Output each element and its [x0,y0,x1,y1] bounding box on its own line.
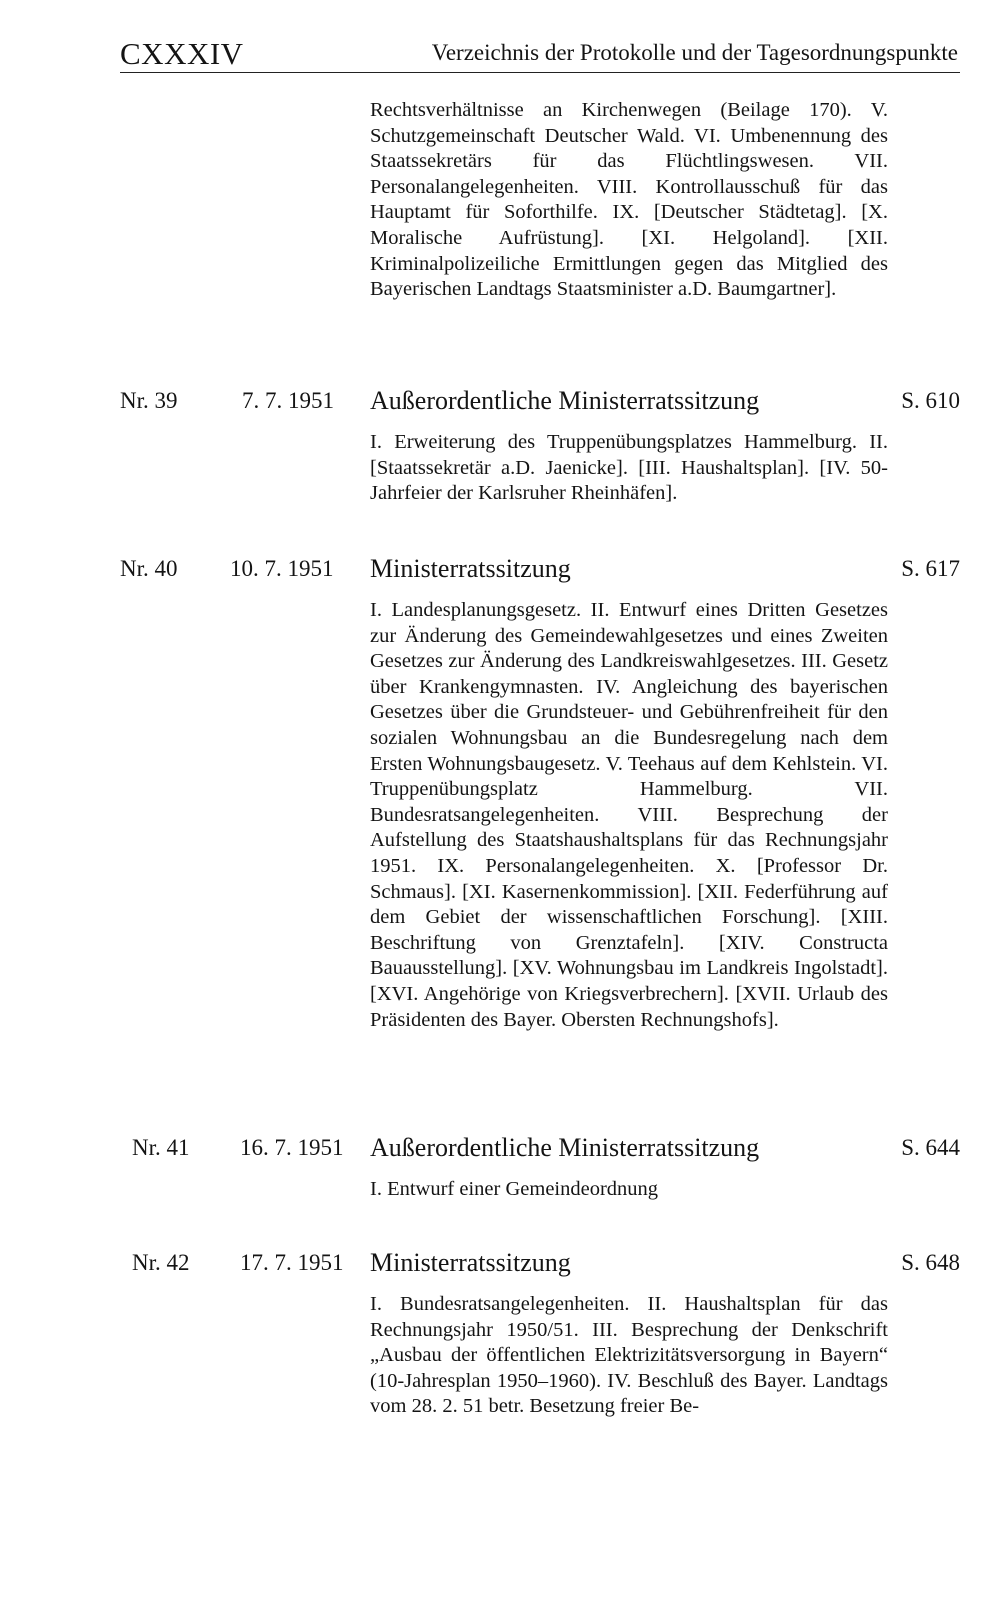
page-number-roman: CXXXIV [120,36,244,71]
protocol-entry-39 [120,388,960,507]
entry-agenda: I. Erweiterung des Truppenübungsplatzes Hammelburg. II. [Staatssekretär a.D. Jaenicke]. [III. Haushaltsplan]. [IV. 50-Jahrfeier der Karlsruher Rheinhäfen]. [370,431,888,505]
entry-page-ref: S. 617 [901,556,960,581]
entry-date: 17. 7. 1951 [240,1250,344,1275]
entry-date: 10. 7. 1951 [230,556,334,581]
entry-page-ref: S. 644 [901,1135,960,1160]
entry-date: 7. 7. 1951 [242,388,334,413]
entry-agenda: I. Bundesratsangelegenheiten. II. Haushaltsplan für das Rechnungsjahr 1950/51. III. Besprechung der Denkschrift „Ausbau der öffentlichen Elektrizitätsversorgung in Bayern“ (10-Jahresplan 1950–1960). IV. Beschluß des Bayer. Landtags vom 28. 2. 51 betr. Besetzung freier Be- [370,1293,888,1418]
entry-number: Nr. 39 [120,388,178,413]
entry-title: Ministerratssitzung [370,554,571,583]
running-head [120,28,960,73]
entry-title: Außerordentliche Ministerratssitzung [370,386,760,415]
entry-agenda: I. Entwurf einer Gemeindeordnung [370,1178,659,1200]
entry-date: 16. 7. 1951 [240,1135,344,1160]
entry-page-ref: S. 648 [901,1250,960,1275]
protocol-entry-41 [120,1135,960,1203]
continuation-paragraph: Rechtsverhältnisse an Kirchenwegen (Beilage 170). V. Schutzgemeinschaft Deutscher Wald. VI. Umbenennung des Staatssekretärs für das Flüchtlingswesen. VII. Personalangelegenheiten. VIII. Kontrollausschuß für das Hauptamt für Soforthilfe. IX. [Deutscher Städtetag]. [X. Moralische Aufrüstung]. [XI. Helgoland]. [XII. Kriminalpolizeiliche Ermittlungen gegen das Mitglied des Bayerischen Landtags Staatsminister a.D. Baumgartner]. [370,99,888,301]
entry-number: Nr. 40 [120,556,178,581]
continuation-text-block [370,98,888,303]
running-title: Verzeichnis der Protokolle und der Tagesordnungspunkte [431,40,958,65]
entry-title: Ministerratssitzung [370,1248,571,1277]
entry-number: Nr. 41 [132,1135,190,1160]
protocol-entry-40 [120,556,960,1033]
entry-title: Außerordentliche Ministerratssitzung [370,1133,760,1162]
entry-agenda: I. Landesplanungsgesetz. II. Entwurf eines Dritten Gesetzes zur Änderung des Gemeindewahlgesetzes und eines Zweiten Gesetzes zur Änderung des Landkreiswahlgesetzes. III. Gesetz über Krankengymnasten. IV. Angleichung des bayerischen Gesetzes über die Grundsteuer- und Gebührenfreiheit für den sozialen Wohnungsbau an die Bundesregelung nach dem Ersten Wohnungsbaugesetz. V. Teehaus auf dem Kehlstein. VI. Truppenübungsplatz Hammelburg. VII. Bundesratsangelegenheiten. VIII. Besprechung der Aufstellung des Staatshaushaltsplans für das Rechnungsjahr 1951. IX. Personalangelegenheiten. X. [Professor Dr. Schmaus]. [XI. Kasernenkommission]. [XII. Federführung auf dem Gebiet der wissenschaftlichen Forschung]. [XIII. Beschriftung von Grenztafeln]. [XIV. Constructa Bauausstellung]. [XV. Wohnungsbau im Landkreis Ingolstadt]. [XVI. Angehörige von Kriegsverbrechern]. [XVII. Urlaub des Präsidenten des Bayer. Obersten Rechnungshofs]. [370,599,888,1031]
protocol-entry-42 [120,1250,960,1420]
entry-page-ref: S. 610 [901,388,960,413]
entry-number: Nr. 42 [132,1250,190,1275]
